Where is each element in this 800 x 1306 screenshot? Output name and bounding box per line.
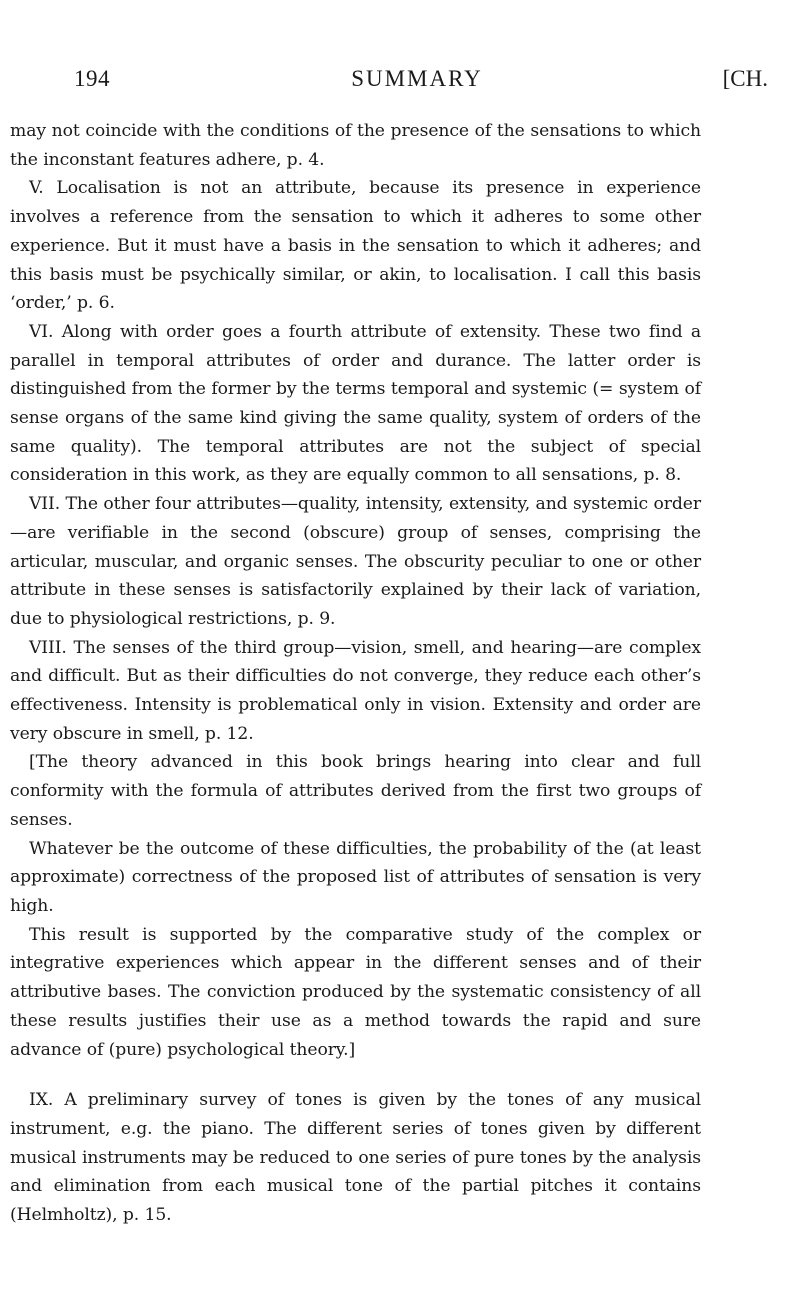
- paragraph-bracket-end: This result is supported by the comparative study of the complex or integrative experiences which appear in the different senses and of their attributive bases. The conviction produced by the systematic consistency of all these results justifies their use as a method towards the rapid and sure advance of (pure) psychological theory.]: [10, 924, 701, 1060]
- paragraph-viii: VIII. The senses of the third group—vision, smell, and hearing—are complex and difficult. But as their difficulties do not converge, they reduce each other’s effectiveness. Intensity is problematical only in vision. Extensity and order are very obscure in smell, p. 12.: [10, 637, 701, 744]
- paragraph-continuation: may not coincide with the conditions of the presence of the sensations to which the inconstant features adhere, p. 4.: [10, 121, 701, 170]
- chapter-reference: [CH.: [722, 66, 768, 91]
- paragraph-ix: IX. A preliminary survey of tones is given by the tones of any musical instrument, e.g. the piano. The different series of tones given by different musical instruments may be reduced to one series of pure tones by the analysis and elimination from each musical tone of the partial pitches it contains (Helmholtz), p. 15.: [10, 1090, 701, 1226]
- paragraph-bracket-start: [The theory advanced in this book brings hearing into clear and full conformity with the formula of attributes derived from the first two groups of senses.: [10, 752, 701, 830]
- paragraph-v: V. Localisation is not an attribute, because its presence in experience involves a reference from the sensation to which it adheres to some other experience. But it must have a basis in the sensation to which it adheres; and this basis must be psychically similar, or akin, to localisation. I call this basis ‘order,’ p. 6.: [10, 178, 701, 314]
- running-header: [66, 66, 768, 106]
- paragraph-vii: VII. The other four attributes—quality, intensity, extensity, and systemic order—are verifiable in the second (obscure) group of senses, comprising the articular, muscular, and organic senses. The obscurity peculiar to one or other attribute in these senses is satisfactorily explained by their lack of variation, due to physiological restrictions, p. 9.: [10, 494, 701, 629]
- book-page: [66, 0, 768, 106]
- body-text: [10, 117, 701, 1230]
- page-number: 194: [74, 66, 110, 91]
- paragraph-vi: VI. Along with order goes a fourth attribute of extensity. These two find a parallel in temporal attributes of order and durance. The latter order is distinguished from the former by the terms temporal and systemic (= system of sense organs of the same kind giving the same quality, system of orders of the same quality). The temporal attributes are not the subject of special consideration in this work, as they are equally common to all sensations, p. 8.: [10, 321, 701, 486]
- paragraph-probability: Whatever be the outcome of these difficulties, the probability of the (at least approximate) correctness of the proposed list of attributes of sensation is very high.: [10, 838, 701, 916]
- running-title: SUMMARY: [351, 66, 483, 91]
